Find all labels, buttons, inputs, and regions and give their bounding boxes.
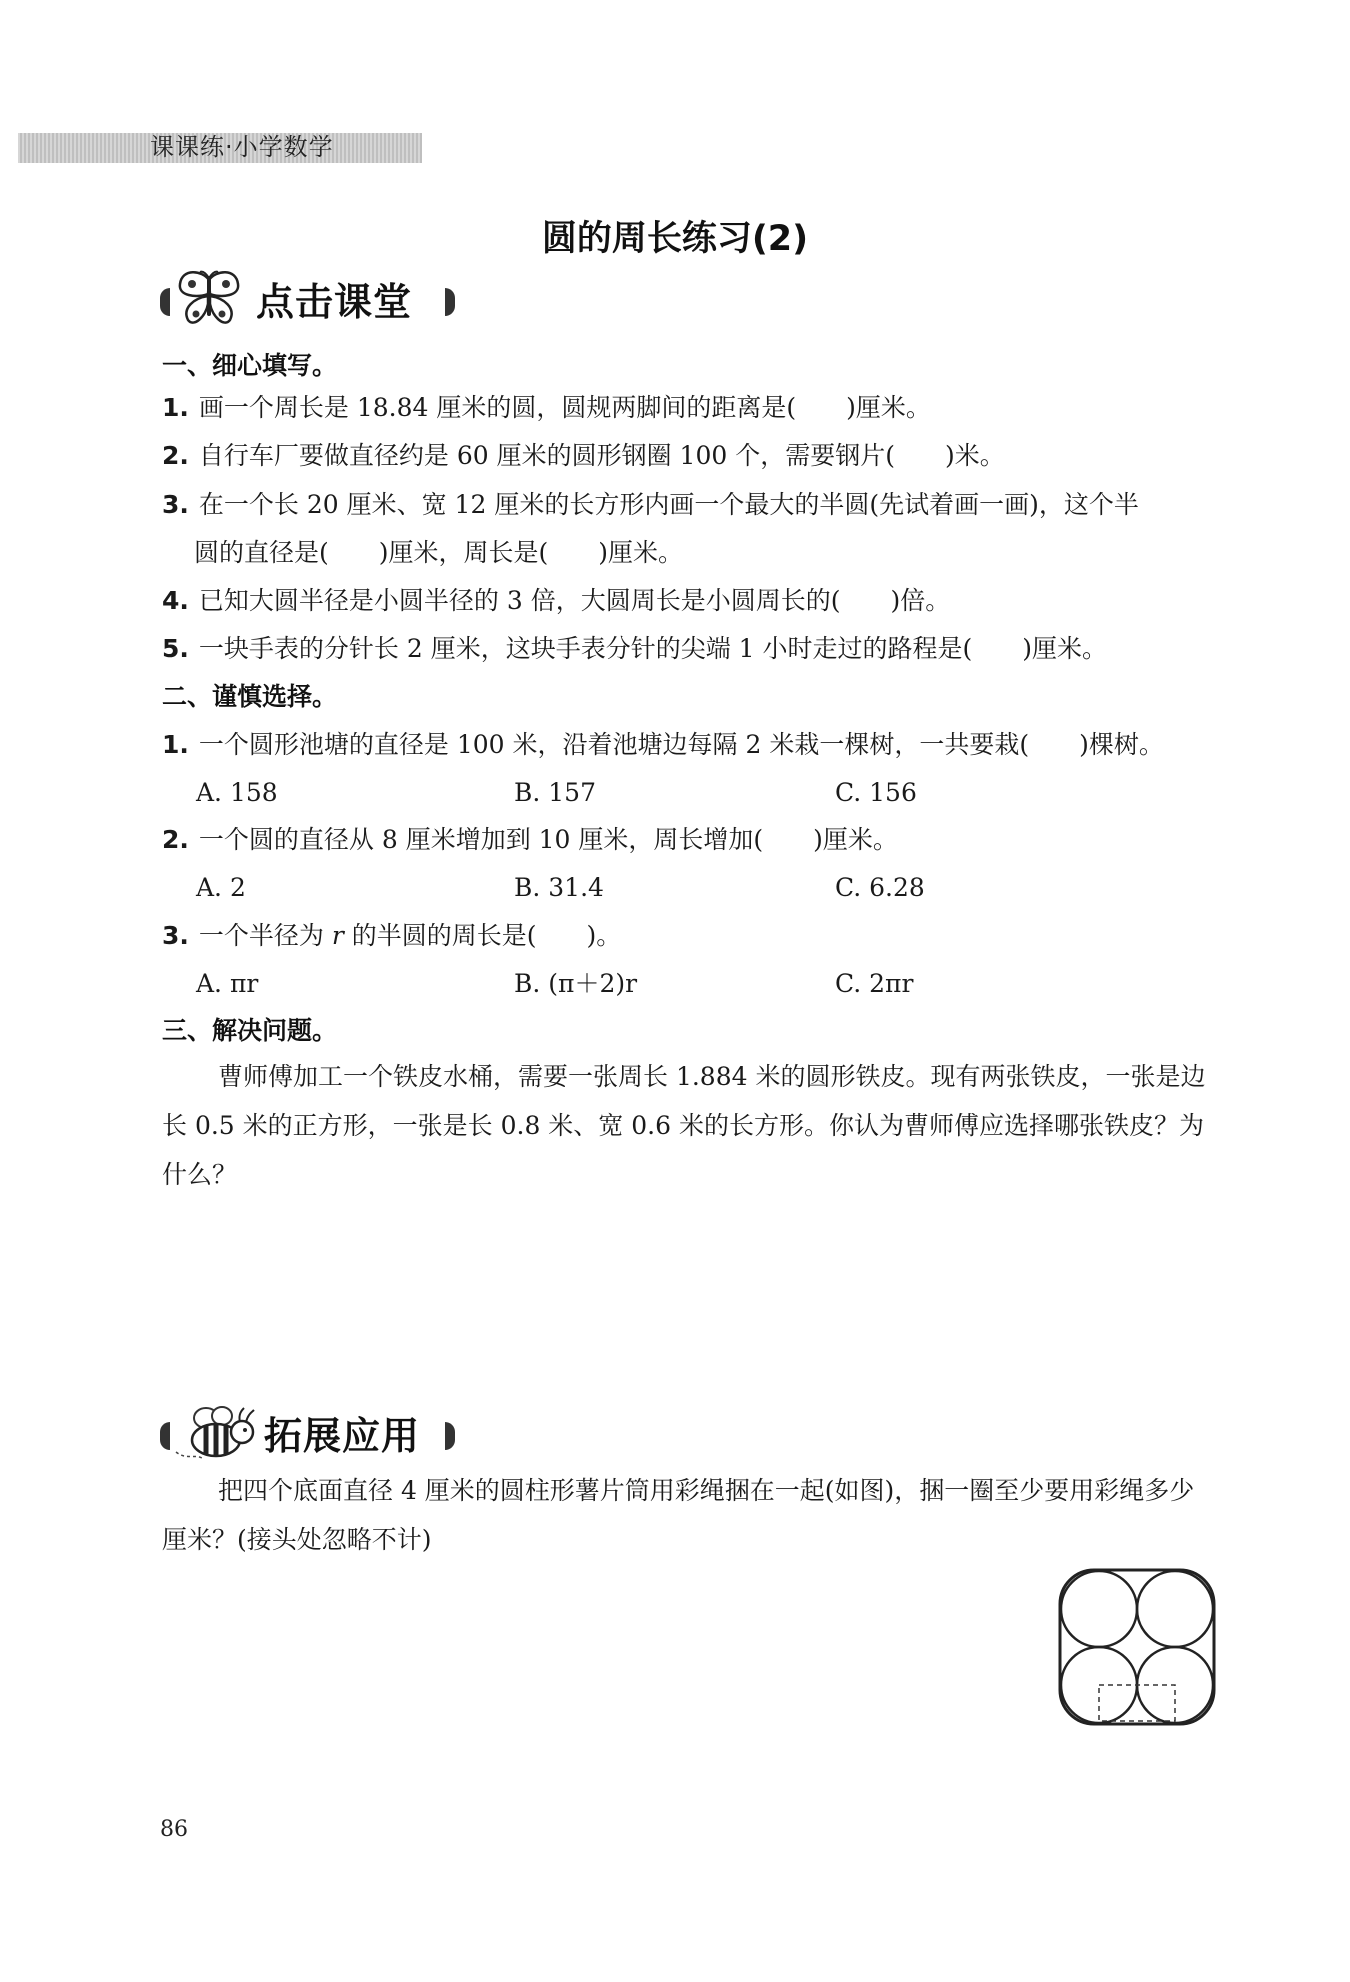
fill-in-question-4 [162,583,950,619]
banner-cap-left [160,1422,170,1450]
bee-icon [172,1402,258,1464]
banner-cap-left [160,288,170,316]
section-solve-title: 三、解决问题。 [162,1016,338,1045]
section-choice-title: 二、谨慎选择。 [162,682,338,711]
question-number: 4. [162,586,189,615]
classroom-banner [160,272,455,328]
choice-option-c: C. 156 [835,778,917,807]
choice-option-b: B. (π＋2)r [514,969,638,998]
question-number: 1. [162,393,189,422]
choice-question-1 [162,727,1164,763]
choice-option-a: A. 158 [196,778,278,807]
page-number: 86 [160,1817,188,1842]
fill-in-question-5 [162,631,1107,667]
question-text: 自行车厂要做直径约是 60 厘米的圆形钢圈 100 个，需要钢片( )米。 [198,441,1005,470]
question-text-start: 一个半径为 [198,921,332,950]
question-number: 3. [162,921,189,950]
extension-banner [160,1406,455,1462]
choice-question-3 [162,918,621,954]
question-number: 3. [162,490,189,519]
question-text: 画一个周长是 18.84 厘米的圆，圆规两脚间的距离是( )厘米。 [198,393,931,422]
fill-in-question-1 [162,390,931,426]
butterfly-icon [174,270,244,330]
rope-outline [1060,1570,1214,1724]
cylinder-circle [1137,1571,1213,1647]
choice-option-a: A. πr [196,969,259,998]
radius-variable: r [331,921,344,950]
fill-in-question-2 [162,438,1005,474]
fill-in-question-3-continued: 圆的直径是( )厘米，周长是( )厘米。 [194,538,684,567]
choice-option-a: A. 2 [196,873,246,902]
choice-question-2 [162,822,898,858]
banner-cap-right [445,288,455,316]
banner-cap-right [445,1422,455,1450]
choice-option-b: B. 157 [514,778,596,807]
question-text: 在一个长 20 厘米、宽 12 厘米的长方形内画一个最大的半圆(先试着画一画)，这个半 [198,490,1139,519]
choice-option-b: B. 31.4 [514,873,604,902]
question-number: 1. [162,730,189,759]
question-number: 2. [162,825,189,854]
extension-banner-label: 拓展应用 [264,1414,421,1458]
question-number: 2. [162,441,189,470]
classroom-banner-label: 点击课堂 [256,280,413,324]
question-text-end: 的半圆的周长是( )。 [343,921,622,950]
bundled-cylinders-figure [1056,1566,1218,1728]
fill-in-question-3 [162,487,1139,523]
question-text: 一个圆形池塘的直径是 100 米，沿着池塘边每隔 2 米栽一棵树，一共要栽( )棵树。 [198,730,1164,759]
question-number: 5. [162,634,189,663]
solve-problem-text: 曹师傅加工一个铁皮水桶，需要一张周长 1.884 米的圆形铁皮。现有两张铁皮，一张是边长 0.5 米的正方形，一张是长 0.8 米、宽 0.6 米的长方形。你认为曹师傅应选择哪张铁皮？为什么？ [162,1062,1206,1189]
extension-problem-text: 把四个底面直径 4 厘米的圆柱形薯片筒用彩绳捆在一起(如图)，捆一圈至少要用彩绳多少厘米？(接头处忽略不计) [162,1476,1195,1554]
choice-option-c: C. 6.28 [835,873,925,902]
question-text: 一块手表的分针长 2 厘米，这块手表分针的尖端 1 小时走过的路程是( )厘米。 [198,634,1108,663]
question-text: 已知大圆半径是小圆半径的 3 倍，大圆周长是小圆周长的( )倍。 [198,586,951,615]
page-title: 圆的周长练习(2) [541,219,809,259]
question-text: 一个圆的直径从 8 厘米增加到 10 厘米，周长增加( )厘米。 [198,825,898,854]
choice-option-c: C. 2πr [835,969,914,998]
header-text: 课课练·小学数学 [150,133,334,161]
section-fill-in-title: 一、细心填写。 [162,351,338,380]
cylinder-circle [1061,1571,1137,1647]
